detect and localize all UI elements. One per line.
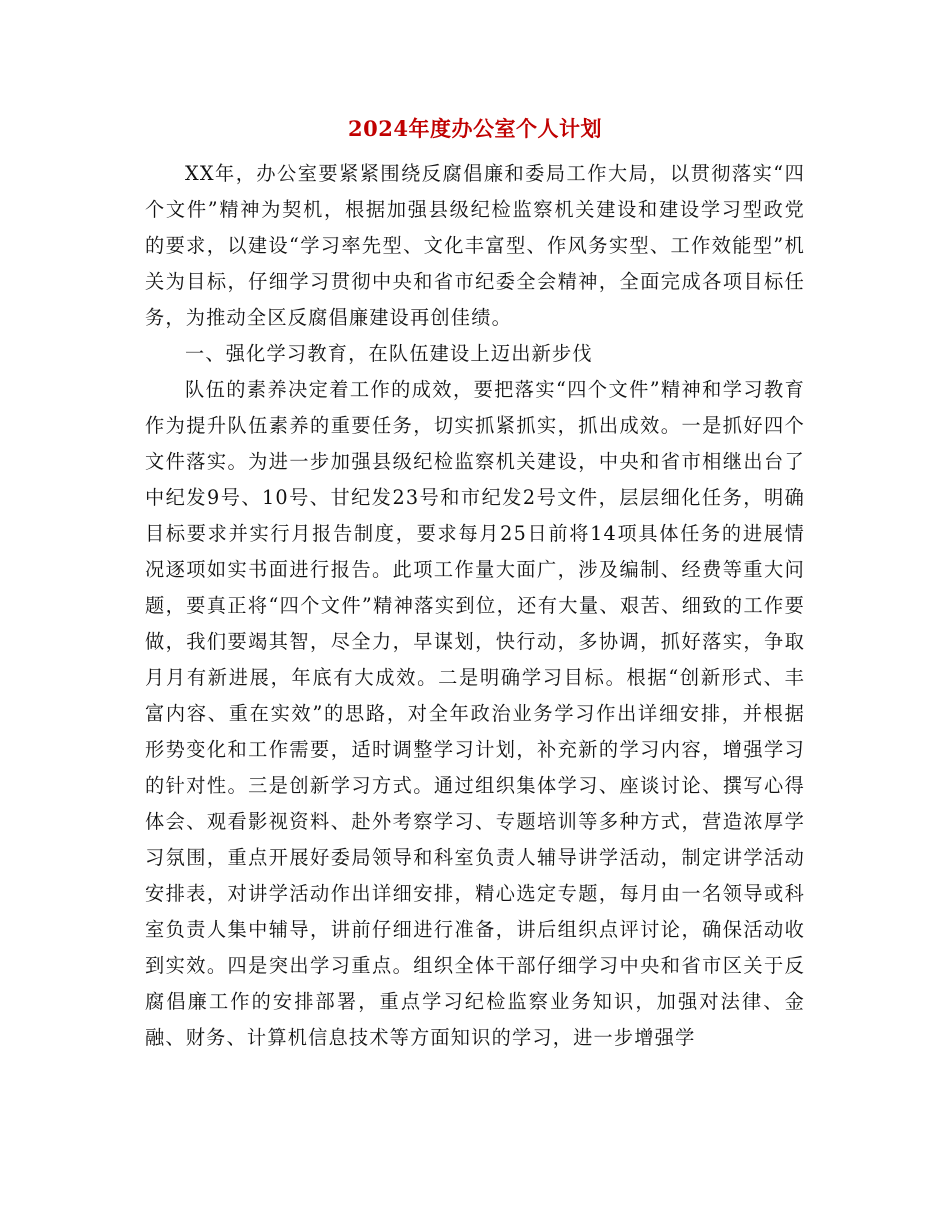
document-title: 2024年度办公室个人计划 <box>348 116 602 141</box>
document-body <box>145 156 805 1056</box>
section-heading-1: 一、强化学习教育，在队伍建设上迈出新步伐 <box>185 342 593 365</box>
paragraph-intro: XX年，办公室要紧紧围绕反腐倡廉和委局工作大局，以贯彻落实“四个文件”精神为契机，根据加强县级纪检监察机关建设和建设学习型政党的要求，以建设“学习率先型、文化丰富型、作风务实型、工作效能型”机关为目标，仔细学习贯彻中央和省市纪委全会精神，全面完成各项目标任务，为推动全区反腐倡廉建设再创佳绩。 <box>145 162 805 329</box>
paragraph-section-1: 队伍的素养决定着工作的成效，要把落实“四个文件”精神和学习教育作为提升队伍素养的重要任务，切实抓紧抓实，抓出成效。一是抓好四个文件落实。为进一步加强县级纪检监察机关建设，中央和省市相继出台了中纪发9号、10号、甘纪发23号和市纪发2号文件，层层细化任务，明确目标要求并实行月报告制度，要求每月25日前将14项具体任务的进展情况逐项如实书面进行报告。此项工作量大面广，涉及编制、经费等重大问题，要真正将“四个文件”精神落实到位，还有大量、艰苦、细致的工作要做，我们要竭其智，尽全力，早谋划，快行动，多协调，抓好落实，争取月月有新进展，年底有大成效。二是明确学习目标。根据“创新形式、丰富内容、重在实效”的思路，对全年政治业务学习作出详细安排，并根据形势变化和工作需要，适时调整学习计划，补充新的学习内容，增强学习的针对性。三是创新学习方式。通过组织集体学习、座谈讨论、撰写心得体会、观看影视资料、赴外考察学习、专题培训等多种方式，营造浓厚学习氛围，重点开展好委局领导和科室负责人辅导讲学活动，制定讲学活动安排表，对讲学活动作出详细安排，精心选定专题，每月由一名领导或科室负责人集中辅导，讲前仔细进行准备，讲后组织点评讨论，确保活动收到实效。四是突出学习重点。组织全体干部仔细学习中央和省市区关于反腐倡廉工作的安排部署，重点学习纪检监察业务知识，加强对法律、金融、财务、计算机信息技术等方面知识的学习，进一步增强学 <box>145 378 805 1049</box>
